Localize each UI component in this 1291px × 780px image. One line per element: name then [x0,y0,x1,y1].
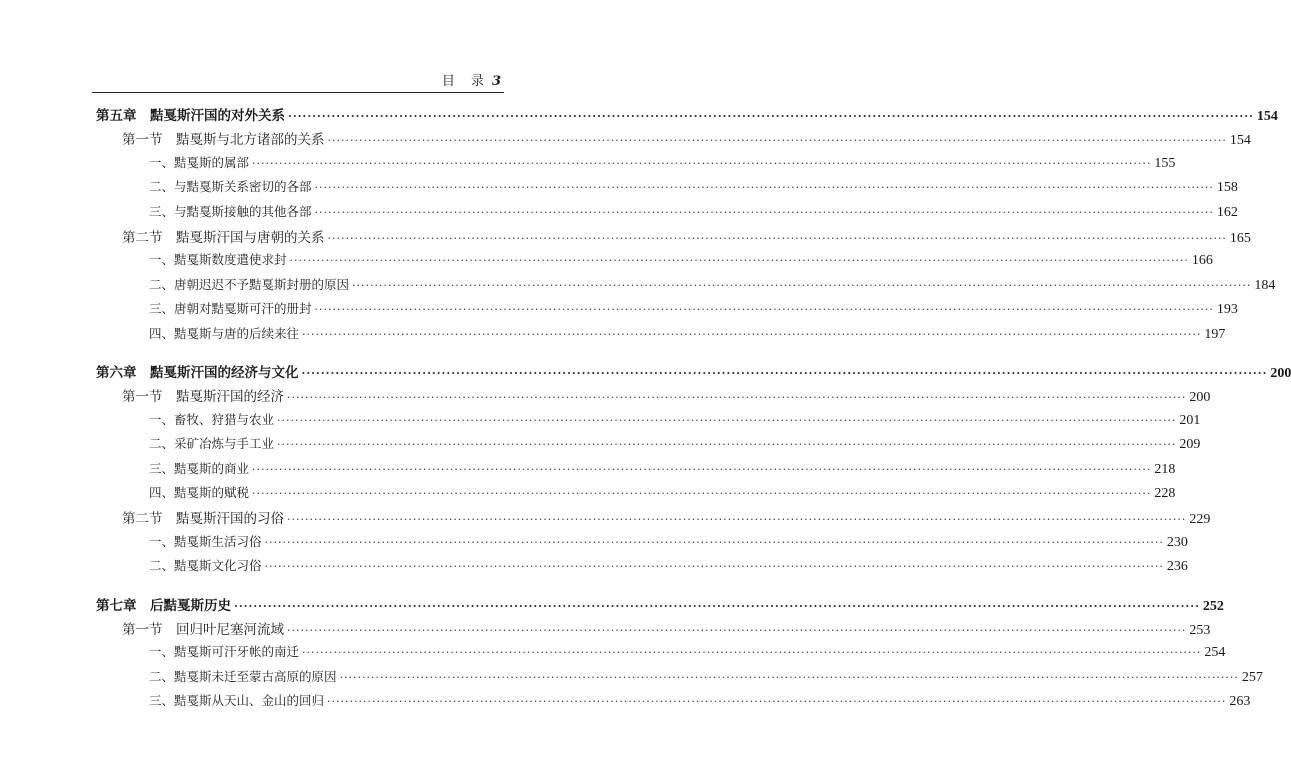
dot-leader: ········································································································································································································ [352,278,1252,292]
dot-leader: ········································································································································································································ [288,110,1254,123]
toc-sub-entry [0,299,1238,323]
toc-entry-page-number: 184 [1254,277,1276,293]
toc-entry-page-number: 218 [1154,461,1176,477]
toc-entry-page-number: 252 [1202,598,1224,614]
dot-leader: ········································································································································································································ [327,232,1227,245]
toc-section-entry [0,226,1251,250]
toc-section-entry [0,618,1211,642]
toc-entry-title: 一、黠戛斯数度遣使求封 [149,252,287,268]
toc-sub-entry [0,642,1226,666]
toc-sub-entry [0,202,1238,226]
toc-entry-title: 第二节 黠戛斯汗国的习俗 [122,511,284,528]
toc-entry-title: 一、畜牧、狩猎与农业 [149,411,275,427]
toc-section-entry [0,128,1251,152]
dot-leader: ········································································································································································································ [287,391,1187,405]
toc-entry-title: 第一节 黠戛斯与北方诸部的关系 [122,132,325,149]
toc-entry-page-number: 155 [1154,155,1176,171]
dot-leader: ········································································································································································································ [287,513,1187,527]
toc-entry-page-number: 257 [1241,669,1263,685]
toc-entry-title: 三、黠戛斯的商业 [149,460,250,476]
dot-leader: ········································································································································································································ [252,156,1152,170]
toc-sub-entry [0,667,1263,691]
dot-leader: ········································································································································································································ [327,695,1227,709]
toc-entry-page-number: 200 [1189,390,1211,406]
toc-entry-title: 二、黠戛斯文化习俗 [149,558,262,574]
toc-sub-entry [0,556,1188,580]
toc-entry-title: 第一节 回归叶尼塞河流域 [122,622,284,638]
dot-leader: ········································································································································································································ [314,303,1214,317]
dot-leader: ········································································································································································································ [289,254,1189,268]
toc-entry-title: 第一节 黠戛斯汗国的经济 [122,389,284,406]
toc-sub-entry [0,324,1226,348]
toc-entry-page-number: 229 [1189,512,1211,528]
toc-sub-entry [0,250,1213,274]
toc-entry-title: 三、黠戛斯从天山、金山的回归 [149,693,325,709]
toc-entry-page-number: 230 [1166,534,1188,550]
dot-leader: ········································································································································································································ [264,560,1164,574]
dot-leader: ········································································································································································································ [327,134,1227,148]
header-page-number: 3 [491,74,501,89]
toc-entry-page-number: 154 [1229,133,1251,149]
toc-entry-page-number: 165 [1229,231,1251,246]
dot-leader: ········································································································································································································ [277,413,1177,427]
toc-entry-page-number: 209 [1179,437,1201,453]
toc-entry-page-number: 154 [1256,109,1278,124]
dot-leader: ········································································································································································································ [302,646,1202,660]
toc-entry-title: 三、与黠戛斯接触的其他各部 [149,203,312,219]
toc-section-entry [0,385,1211,409]
toc-entry-title: 三、唐朝对黠戛斯可汗的册封 [149,301,312,317]
dot-leader: ········································································································································································································ [301,367,1268,380]
toc-section-entry [0,507,1211,531]
toc-entry-title: 第二节 黠戛斯汗国与唐朝的关系 [122,230,325,246]
toc-chapter-entry [0,594,1224,618]
toc-sub-entry [0,153,1176,177]
toc-entry-page-number: 158 [1216,180,1238,196]
toc-sub-entry [0,459,1176,483]
toc-sub-entry [0,410,1201,434]
toc-entry-title: 四、黠戛斯的赋税 [149,485,250,500]
dot-leader: ········································································································································································································ [252,487,1152,500]
dot-leader: ········································································································································································································ [252,462,1152,476]
toc-entry-page-number: 254 [1204,645,1226,661]
toc-entry-page-number: 253 [1189,623,1211,638]
toc-entry-title: 第六章 黠戛斯汗国的经济与文化 [96,365,299,381]
toc-entry-page-number: 201 [1179,412,1201,428]
toc-entry-page-number: 200 [1270,366,1291,381]
toc-entry-page-number: 228 [1154,486,1176,501]
toc-entry-title: 一、黠戛斯的属部 [149,154,250,170]
toc-chapter-entry [0,104,1278,128]
toc-entry-page-number: 197 [1204,326,1226,342]
toc-entry-page-number: 193 [1216,302,1238,318]
dot-leader: ········································································································································································································ [302,327,1202,341]
header-rule [92,92,504,93]
toc-sub-entry [0,275,1276,299]
dot-leader: ········································································································································································································ [339,670,1239,684]
dot-leader: ········································································································································································································ [234,599,1200,613]
toc-entry-page-number: 166 [1191,253,1213,269]
toc-entry-title: 第五章 黠戛斯汗国的对外关系 [96,108,285,124]
toc-entry-title: 二、唐朝迟迟不予黠戛斯封册的原因 [149,276,350,292]
toc-entry-title: 一、黠戛斯可汗牙帐的南迁 [149,644,300,660]
dot-leader: ········································································································································································································ [264,535,1164,549]
toc-entry-title: 四、黠戛斯与唐的后续来往 [149,325,300,341]
dot-leader: ········································································································································································································ [314,205,1214,219]
toc-sub-entry [0,177,1238,201]
toc-entry-page-number: 162 [1216,204,1238,220]
toc-sub-entry [0,434,1201,458]
header-title: 目 录 [441,74,490,89]
toc-entry-title: 二、黠戛斯未迁至蒙古高原的原因 [149,668,337,684]
toc-sub-entry [0,483,1176,507]
toc-sub-entry [0,691,1251,715]
running-header [442,70,501,89]
dot-leader: ········································································································································································································ [277,438,1177,452]
toc-entry-title: 第七章 后黠戛斯历史 [96,597,231,614]
toc-entry-title: 一、黠戛斯生活习俗 [149,533,262,549]
toc-chapter-entry [0,361,1291,385]
toc-entry-page-number: 263 [1229,694,1251,710]
toc-entry-page-number: 236 [1166,559,1188,575]
toc-sub-entry [0,532,1188,556]
toc-entry-title: 二、采矿冶炼与手工业 [149,436,275,452]
toc-entry-title: 二、与黠戛斯关系密切的各部 [149,179,312,195]
dot-leader: ········································································································································································································ [287,624,1187,637]
dot-leader: ········································································································································································································ [314,181,1214,195]
